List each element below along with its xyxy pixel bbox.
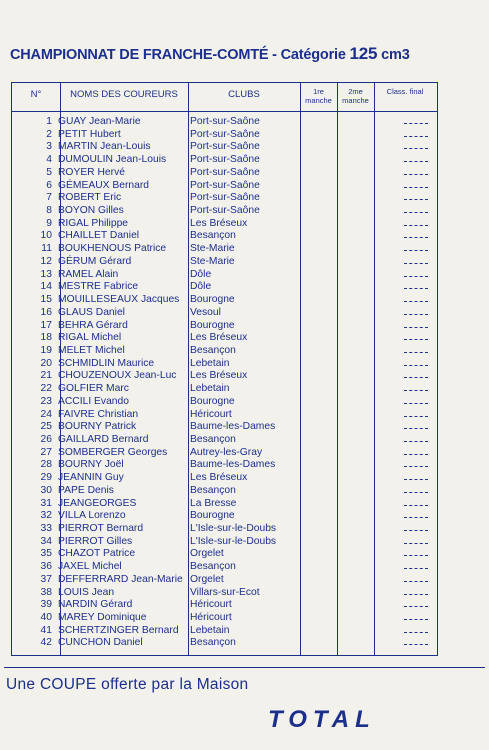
table-row (12, 612, 437, 625)
club-name: Ste-Marie (190, 243, 235, 255)
final-rank-blank (404, 403, 428, 404)
club-name: Port-sur-Saône (190, 128, 260, 140)
club-name: Port-sur-Saône (190, 192, 260, 204)
final-rank-blank (404, 492, 428, 493)
row-number: 40 (40, 612, 52, 624)
table-row (12, 561, 437, 574)
row-number: 36 (40, 561, 52, 573)
row-number: 18 (40, 332, 52, 344)
club-name: Besançon (190, 433, 236, 445)
rider-name: RAMEL Alain (58, 268, 119, 280)
club-name: Autrey-les-Gray (190, 446, 263, 458)
rider-name: GAILLARD Bernard (58, 433, 149, 445)
results-table (11, 82, 438, 656)
row-number: 21 (40, 370, 52, 382)
row-number: 25 (40, 421, 52, 433)
club-name: Besançon (190, 484, 236, 496)
final-rank-blank (404, 416, 428, 417)
final-rank-blank (404, 390, 428, 391)
club-name: Les Bréseux (190, 217, 248, 229)
table-row (12, 294, 437, 307)
final-rank-blank (404, 212, 428, 213)
table-row (12, 269, 437, 282)
row-number: 17 (40, 319, 52, 331)
table-row (12, 599, 437, 612)
rider-name: GÉMEAUX Bernard (58, 179, 149, 191)
rider-name: RIGAL Michel (58, 332, 122, 344)
final-rank-blank (404, 327, 428, 328)
club-name: Héricourt (190, 612, 232, 624)
final-rank-blank (404, 555, 428, 556)
row-number: 23 (40, 395, 52, 407)
rider-name: BEHRA Gérard (58, 319, 128, 331)
club-name: Héricourt (190, 408, 232, 420)
final-rank-blank (404, 632, 428, 633)
club-name: Lebetain (190, 624, 230, 636)
table-row (12, 434, 437, 447)
club-name: Villars-sur-Ecot (190, 586, 260, 598)
row-number: 8 (46, 205, 52, 217)
table-row (12, 129, 437, 142)
row-number: 12 (40, 255, 52, 267)
footer-divider (4, 667, 485, 668)
table-row (12, 141, 437, 154)
row-number: 39 (40, 599, 52, 611)
rider-name: BOURNY Joël (58, 459, 124, 471)
club-name: Port-sur-Saône (190, 154, 260, 166)
row-number: 41 (40, 624, 52, 636)
final-rank-blank (404, 543, 428, 544)
rider-name: CHAZOT Patrice (58, 548, 136, 560)
rider-name: MARTIN Jean-Louis (58, 141, 151, 153)
row-number: 35 (40, 548, 52, 560)
final-rank-blank (404, 428, 428, 429)
club-name: Dôle (190, 281, 212, 293)
final-rank-blank (404, 187, 428, 188)
final-rank-blank (404, 263, 428, 264)
rider-name: PAPE Denis (58, 484, 114, 496)
table-row (12, 218, 437, 231)
club-name: Baume-les-Dames (190, 459, 276, 471)
final-rank-blank (404, 441, 428, 442)
row-number: 11 (41, 243, 52, 255)
rider-name: NARDIN Gérard (58, 599, 133, 611)
rider-name: JEANGEORGES (58, 497, 137, 509)
table-row (12, 116, 437, 129)
rider-name: VILLA Lorenzo (58, 510, 126, 522)
table-row (12, 536, 437, 549)
final-rank-blank (404, 288, 428, 289)
title-prefix: CHAMPIONNAT DE FRANCHE-COMTÉ - Catégorie (10, 47, 346, 63)
rider-name: PETIT Hubert (58, 128, 121, 140)
rider-name: ROBERT Eric (58, 192, 122, 204)
club-name: Les Bréseux (190, 332, 248, 344)
club-name: Port-sur-Saône (190, 166, 260, 178)
final-rank-blank (404, 594, 428, 595)
club-name: Les Bréseux (190, 370, 248, 382)
club-name: Les Bréseux (190, 472, 248, 484)
final-rank-blank (404, 314, 428, 315)
final-rank-blank (404, 148, 428, 149)
class-number: 125 (349, 44, 378, 63)
header-divider (12, 111, 437, 112)
row-number: 3 (46, 141, 52, 153)
row-number: 19 (40, 344, 52, 356)
table-row (12, 256, 437, 269)
row-number: 26 (40, 433, 52, 445)
table-body (12, 116, 437, 650)
final-rank-blank (404, 644, 428, 645)
club-name: Héricourt (190, 599, 232, 611)
rider-name: SCHMIDLIN Maurice (58, 357, 155, 369)
final-rank-blank (404, 365, 428, 366)
final-rank-blank (404, 479, 428, 480)
rider-name: MELET Michel (58, 344, 125, 356)
final-rank-blank (404, 606, 428, 607)
coupe-text: Une COUPE offerte par la Maison (6, 676, 249, 693)
class-unit: cm3 (381, 47, 410, 63)
table-row (12, 472, 437, 485)
rider-name: JEANNIN Guy (58, 472, 124, 484)
table-row (12, 510, 437, 523)
final-rank-blank (404, 505, 428, 506)
table-row (12, 498, 437, 511)
rider-name: GÉRUM Gérard (58, 255, 132, 267)
rider-name: ACCILI Evando (58, 395, 129, 407)
rider-name: FAIVRE Christian (58, 408, 139, 420)
final-rank-blank (404, 568, 428, 569)
club-name: Baume-les-Dames (190, 421, 276, 433)
club-name: Lebetain (190, 357, 230, 369)
table-row (12, 370, 437, 383)
final-rank-blank (404, 276, 428, 277)
table-row (12, 409, 437, 422)
table-row (12, 167, 437, 180)
club-name: Dôle (190, 268, 212, 280)
table-row (12, 421, 437, 434)
table-row (12, 192, 437, 205)
club-name: Lebetain (190, 383, 230, 395)
row-number: 42 (40, 637, 52, 649)
row-number: 37 (40, 573, 52, 585)
club-name: L'Isle-sur-le-Doubs (190, 523, 277, 534)
club-name: Orgelet (190, 548, 224, 560)
table-row (12, 637, 437, 650)
table-row (12, 383, 437, 396)
row-number: 29 (40, 472, 52, 484)
table-row (12, 485, 437, 498)
table-row (12, 447, 437, 460)
row-number: 1 (46, 116, 52, 127)
final-rank-blank (404, 225, 428, 226)
final-rank-blank (404, 581, 428, 582)
row-number: 30 (40, 484, 52, 496)
club-name: Besançon (190, 637, 236, 649)
rider-name: BOUKHENOUS Patrice (58, 243, 167, 255)
rider-name: SOMBERGER Georges (58, 446, 168, 458)
rider-name: MAREY Dominique (58, 612, 147, 624)
header-manche1: 1re manche (305, 87, 332, 105)
rider-name: ROYER Hervé (58, 166, 125, 178)
rider-name: SCHERTZINGER Bernard (58, 624, 179, 636)
club-name: Port-sur-Saône (190, 116, 260, 127)
header-manche2: 2me manche (342, 87, 369, 105)
row-number: 27 (40, 446, 52, 458)
rider-name: CUNCHON Daniel (58, 637, 143, 649)
row-number: 28 (40, 459, 52, 471)
rider-name: BOYON Gilles (58, 205, 124, 217)
final-rank-blank (404, 237, 428, 238)
rider-name: BOURNY Patrick (58, 421, 137, 433)
final-rank-blank (404, 530, 428, 531)
final-rank-blank (404, 123, 428, 124)
club-name: Bourogne (190, 510, 235, 522)
table-row (12, 358, 437, 371)
club-name: Besançon (190, 230, 236, 242)
header-name: NOMS DES COUREURS (70, 89, 178, 100)
final-rank-blank (404, 466, 428, 467)
club-name: Orgelet (190, 573, 224, 585)
club-name: Bourogne (190, 395, 235, 407)
row-number: 10 (40, 230, 52, 242)
table-row (12, 154, 437, 167)
final-rank-blank (404, 454, 428, 455)
rider-name: PIERROT Bernard (58, 523, 144, 534)
row-number: 7 (46, 192, 52, 204)
rider-name: CHOUZENOUX Jean-Luc (58, 370, 177, 382)
rider-name: LOUIS Jean (58, 586, 115, 598)
club-name: Vesoul (190, 306, 221, 318)
club-name: Bourogne (190, 319, 235, 331)
final-rank-blank (404, 301, 428, 302)
rider-name: GUAY Jean-Marie (58, 116, 141, 127)
brand-logo: TOTAL (268, 706, 376, 733)
row-number: 9 (46, 217, 52, 229)
table-row (12, 243, 437, 256)
row-number: 32 (40, 510, 52, 522)
final-rank-blank (404, 161, 428, 162)
club-name: Port-sur-Saône (190, 179, 260, 191)
row-number: 34 (40, 535, 52, 547)
row-number: 33 (40, 523, 52, 534)
row-number: 15 (40, 294, 52, 306)
club-name: Besançon (190, 561, 236, 573)
final-rank-blank (404, 136, 428, 137)
header-final: Class. final (386, 87, 424, 96)
table-row (12, 332, 437, 345)
table-row (12, 205, 437, 218)
table-row (12, 230, 437, 243)
header-club: CLUBS (228, 89, 260, 100)
row-number: 24 (40, 408, 52, 420)
club-name: La Bresse (190, 497, 237, 509)
table-row (12, 320, 437, 333)
final-rank-blank (404, 377, 428, 378)
table-row (12, 574, 437, 587)
club-name: Besançon (190, 344, 236, 356)
club-name: L'Isle-sur-le-Doubs (190, 535, 277, 547)
row-number: 4 (46, 154, 52, 166)
row-number: 13 (40, 268, 52, 280)
rider-name: DUMOULIN Jean-Louis (58, 154, 167, 166)
row-number: 20 (40, 357, 52, 369)
table-row (12, 281, 437, 294)
club-name: Ste-Marie (190, 255, 235, 267)
rider-name: RIGAL Philippe (58, 217, 129, 229)
rider-name: JAXEL Michel (58, 561, 122, 573)
row-number: 14 (40, 281, 52, 293)
final-rank-blank (404, 352, 428, 353)
table-row (12, 523, 437, 536)
final-rank-blank (404, 517, 428, 518)
table-row (12, 459, 437, 472)
table-row (12, 345, 437, 358)
row-number: 38 (40, 586, 52, 598)
club-name: Port-sur-Saône (190, 205, 260, 217)
club-name: Bourogne (190, 294, 235, 306)
final-rank-blank (404, 174, 428, 175)
row-number: 6 (46, 179, 52, 191)
final-rank-blank (404, 199, 428, 200)
table-row (12, 307, 437, 320)
table-row (12, 625, 437, 638)
final-rank-blank (404, 250, 428, 251)
table-row (12, 180, 437, 193)
rider-name: MESTRE Fabrice (58, 281, 139, 293)
row-number: 31 (40, 497, 52, 509)
club-name: Port-sur-Saône (190, 141, 260, 153)
table-row (12, 587, 437, 600)
row-number: 16 (40, 306, 52, 318)
row-number: 22 (40, 383, 52, 395)
rider-name: MOUILLESEAUX Jacques (58, 294, 180, 306)
rider-name: DEFFERRARD Jean-Marie (58, 573, 183, 585)
final-rank-blank (404, 339, 428, 340)
final-rank-blank (404, 619, 428, 620)
table-row (12, 548, 437, 561)
rider-name: GOLFIER Marc (58, 383, 129, 395)
row-number: 5 (46, 166, 52, 178)
header-num: N° (30, 89, 42, 100)
rider-name: GLAUS Daniel (58, 306, 125, 318)
rider-name: CHAILLET Daniel (58, 230, 140, 242)
table-row (12, 396, 437, 409)
row-number: 2 (46, 128, 52, 140)
page-title (10, 44, 480, 64)
rider-name: PIERROT Gilles (58, 535, 133, 547)
